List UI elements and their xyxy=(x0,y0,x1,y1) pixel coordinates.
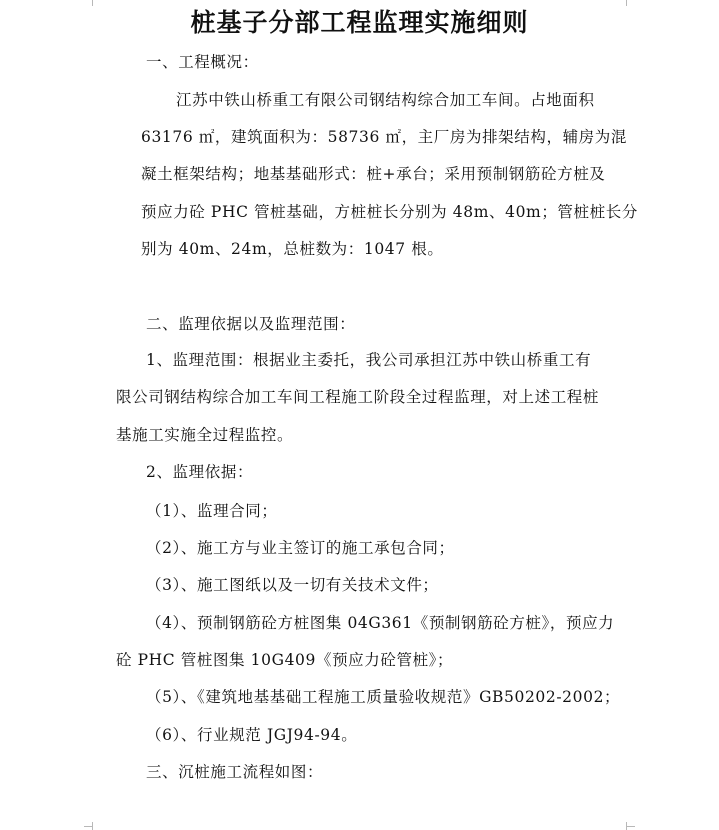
crop-mark-bottom-left xyxy=(92,822,93,830)
basis-item-1: （1）、监理合同； xyxy=(146,502,278,520)
crop-mark-bottom-right-horizontal xyxy=(627,826,635,827)
section1-line-4: 预应力砼 PHC 管桩基础，方桩桩长分别为 48m、40m；管桩桩长分 xyxy=(141,203,638,221)
section3-heading: 三、沉桩施工流程如图： xyxy=(146,763,324,781)
basis-item-4-continued: 砼 PHC 管桩图集 10G409《预应力砼管桩》； xyxy=(116,651,454,669)
section1-line-1: 江苏中铁山桥重工有限公司钢结构综合加工车间。占地面积 xyxy=(176,91,595,109)
section2-basis-heading: 2、监理依据： xyxy=(146,463,254,481)
basis-item-4: （4）、预制钢筋砼方桩图集 04G361《预制钢筋砼方桩》，预应力 xyxy=(146,614,615,632)
section2-heading: 二、监理依据以及监理范围： xyxy=(146,315,356,333)
section2-scope-line-2: 限公司钢结构综合加工车间工程施工阶段全过程监理，对上述工程桩 xyxy=(116,388,600,406)
section1-line-2: 63176 ㎡，建筑面积为：58736 ㎡，主厂房为排架结构，辅房为混 xyxy=(141,128,627,146)
basis-item-6: （6）、行业规范 JGJ94-94。 xyxy=(146,726,358,744)
basis-item-2: （2）、施工方与业主签订的施工承包合同； xyxy=(146,539,455,557)
section1-heading: 一、工程概况： xyxy=(146,53,259,71)
document-title: 桩基子分部工程监理实施细则 xyxy=(190,8,529,37)
section2-scope-line-1: 1、监理范围：根据业主委托，我公司承担江苏中铁山桥重工有 xyxy=(146,351,592,369)
section2-scope-line-3: 基施工实施全过程监控。 xyxy=(116,426,294,444)
basis-item-3: （3）、施工图纸以及一切有关技术文件； xyxy=(146,576,439,594)
basis-item-5: （5）、《建筑地基基础工程施工质量验收规范》GB50202-2002； xyxy=(146,688,621,706)
crop-mark-bottom-left-horizontal xyxy=(84,826,92,827)
section1-line-5: 别为 40m、24m，总桩数为：1047 根。 xyxy=(141,240,444,258)
section1-line-3: 凝土框架结构；地基基础形式：桩+承台；采用预制钢筋砼方桩及 xyxy=(141,165,606,183)
